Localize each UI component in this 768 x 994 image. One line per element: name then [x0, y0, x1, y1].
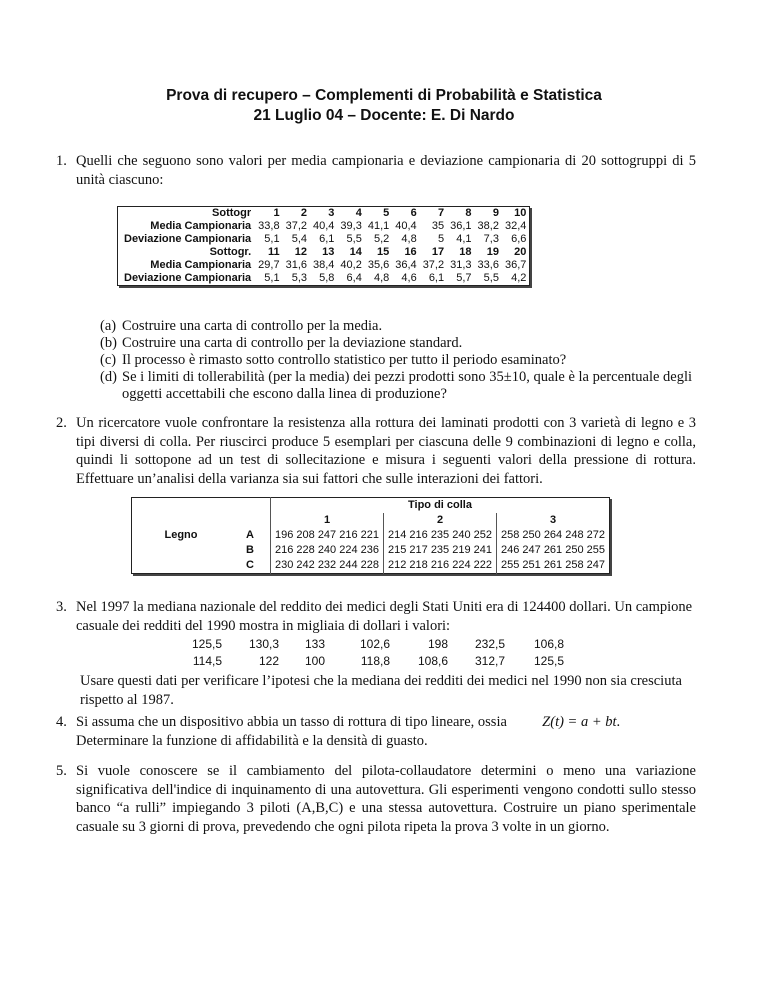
table-cell: 20	[514, 246, 527, 258]
column-factor-label: Tipo di colla	[271, 498, 610, 514]
table-cell: 6,4	[346, 272, 362, 284]
table-cell: 3	[328, 207, 335, 219]
sub-question	[100, 369, 700, 403]
table-cell: 230 242 232 244 228	[271, 558, 384, 574]
table-cell: 17	[431, 246, 445, 258]
table-cell: 215 217 235 219 241	[384, 543, 497, 558]
income-value: 125,5	[191, 637, 222, 651]
table-row	[118, 272, 530, 286]
row-label: Media Campionaria	[150, 259, 252, 271]
table-cell: 38,2	[477, 220, 499, 232]
income-value: 125,5	[533, 654, 564, 668]
sub-question-text: Costruire una carta di controllo per la deviazione standard.	[122, 335, 463, 351]
table-cell: 4,2	[511, 272, 527, 284]
table-cell: 4,1	[456, 233, 472, 245]
table-cell: 31,3	[450, 259, 472, 271]
column-header: 1	[271, 513, 384, 528]
table-row	[118, 246, 530, 259]
table-cell: 196 208 247 216 221	[271, 528, 384, 543]
row-factor-label: Legno	[164, 529, 198, 541]
table-cell: 15	[377, 246, 390, 258]
table-cell: 5	[383, 207, 390, 219]
question-2	[56, 414, 696, 488]
question-number: 4.	[56, 714, 67, 730]
column-header: 2	[384, 513, 497, 528]
income-value: 100	[304, 654, 325, 668]
table-cell: 39,3	[340, 220, 362, 232]
table-cell: 5,2	[373, 233, 390, 245]
income-value: 130,3	[248, 637, 279, 651]
question-number: 5.	[56, 763, 67, 779]
income-value: 312,7	[474, 654, 505, 668]
row-label: Deviazione Campionaria	[124, 233, 252, 245]
table-cell: 258 250 264 248 272	[497, 528, 610, 543]
table-cell: 33,8	[258, 220, 280, 232]
question-text: Nel 1997 la mediana nazionale del reddito dei medici degli Stati Uniti era di 124400 dollari. Un campione casuale dei redditi del 1990 mostra in migliaia di dollari i valori:	[76, 599, 693, 634]
row-label: C	[246, 559, 254, 571]
table-cell: 16	[404, 246, 417, 258]
question-3-instruction: Usare questi dati per verificare l’ipotesi che la mediana dei redditi dei medici nel 1990 non sia cresciuta rispetto al 1987.	[80, 673, 682, 708]
table-cell: 216 228 240 224 236	[271, 543, 384, 558]
page-subtitle: 21 Luglio 04 – Docente: E. Di Nardo	[253, 107, 515, 124]
question-number: 3.	[56, 599, 67, 615]
table-cell: 5,1	[264, 233, 280, 245]
question-number: 1.	[56, 153, 67, 169]
table-cell: 35	[431, 220, 445, 232]
table-cell: 5,5	[483, 272, 499, 284]
table-cell: 41,1	[367, 220, 390, 232]
row-label: B	[246, 544, 254, 556]
table-cell: 9	[492, 207, 499, 219]
income-value: 114,5	[192, 654, 222, 668]
table-cell: 10	[514, 207, 527, 219]
table-cell: 14	[349, 246, 362, 258]
row-label: Sottogr.	[209, 246, 252, 258]
page-title: Prova di recupero – Complementi di Probabilità e Statistica	[166, 87, 602, 104]
table-cell: 6,1	[319, 233, 335, 245]
table-cell: 5,1	[264, 272, 280, 284]
failure-rate-formula: Z(t) = a + bt	[542, 714, 617, 730]
table-cell: 4	[355, 207, 362, 219]
formula-period: .	[616, 714, 621, 730]
table-row	[118, 233, 530, 246]
table-cell: 6,1	[428, 272, 445, 284]
table-cell: 18	[459, 246, 472, 258]
table-cell: 36,1	[450, 220, 472, 232]
income-value: 232,5	[474, 637, 505, 651]
anova-table	[131, 497, 610, 574]
sub-question	[100, 318, 700, 335]
sub-question-text: Il processo è rimasto sotto controllo statistico per tutto il periodo esaminato?	[122, 352, 567, 368]
question-1	[56, 152, 696, 189]
sub-question	[100, 335, 700, 352]
table-cell: 32,4	[504, 220, 527, 232]
question-text: Quelli che seguono sono valori per media campionaria e deviazione campionaria di 20 sottogruppi di 5 unità ciascuno:	[76, 153, 696, 188]
table-cell: 35,6	[367, 259, 390, 271]
table-cell: 1	[273, 207, 280, 219]
table-cell: 12	[294, 246, 307, 258]
table-row	[118, 220, 530, 233]
income-value: 198	[427, 637, 448, 651]
table-cell: 38,4	[313, 259, 335, 271]
income-value: 102,6	[359, 637, 390, 651]
row-label: A	[246, 529, 254, 541]
table-cell: 4,6	[401, 272, 417, 284]
table-cell: 40,4	[395, 220, 417, 232]
table-cell: 212 218 216 224 222	[384, 558, 497, 574]
table-cell: 246 247 261 250 255	[497, 543, 610, 558]
table-cell: 7	[437, 207, 445, 219]
table-cell: 37,2	[285, 220, 307, 232]
sub-question-text: Costruire una carta di controllo per la media.	[122, 318, 383, 334]
sub-question-text: Se i limiti di tollerabilità (per la media) dei pezzi prodotti sono 35±10, quale è la percentuale degli oggetti accettabili che escono dalla linea di produzione?	[122, 369, 693, 402]
question-5	[56, 762, 696, 836]
row-label: Deviazione Campionaria	[124, 272, 252, 284]
table-cell: 37,2	[422, 259, 445, 271]
question-number: 2.	[56, 415, 67, 431]
sub-question-letter: (b)	[100, 335, 117, 351]
income-value: 122	[258, 654, 279, 668]
table-cell: 36,7	[504, 259, 527, 271]
income-values	[0, 636, 768, 672]
table-cell: 40,4	[313, 220, 335, 232]
income-value: 108,6	[417, 654, 448, 668]
sub-question-letter: (a)	[100, 318, 117, 334]
table-cell: 6	[410, 207, 417, 219]
table-cell: 36,4	[395, 259, 417, 271]
sub-question	[100, 352, 700, 369]
table-cell: 5	[437, 233, 445, 245]
question-4	[56, 713, 696, 750]
table-cell: 5,8	[319, 272, 335, 284]
table-cell: 31,6	[285, 259, 307, 271]
sub-question-letter: (c)	[100, 352, 117, 368]
table-cell: 19	[486, 246, 499, 258]
table-cell: 4,8	[373, 272, 390, 284]
table-cell: 5,3	[291, 272, 307, 284]
table-cell: 4,8	[401, 233, 417, 245]
sample-stats-table	[117, 206, 530, 286]
question-3	[56, 598, 696, 635]
income-value: 106,8	[533, 637, 564, 651]
table-cell: 2	[300, 207, 307, 219]
question-text-line2: Determinare la funzione di affidabilità e la densità di guasto.	[76, 732, 428, 749]
table-cell: 29,7	[258, 259, 280, 271]
table-cell: 33,6	[477, 259, 499, 271]
row-label: Sottogr	[212, 207, 252, 219]
income-value: 118,8	[360, 654, 390, 668]
question-1-subitems	[100, 318, 700, 403]
sub-question-letter: (d)	[100, 369, 117, 385]
table-cell: 7,3	[483, 233, 499, 245]
question-text: Si assuma che un dispositivo abbia un tasso di rottura di tipo lineare, ossia	[76, 714, 507, 730]
table-cell: 255 251 261 258 247	[497, 558, 610, 574]
question-text: Si vuole conoscere se il cambiamento del pilota-collaudatore determini o meno una variazione significativa dell'indice di inquinamento di una autovettura. Gli esperimenti vengono condotti sullo stesso banco “a rulli” impiegando 3 piloti (A,B,C) e una stessa autovettura. Costruire un piano sperimentale casuale su 3 giorni di prova, prevedendo che ogni pilota ripeta la prova 3 volte in un giorno.	[76, 763, 696, 835]
table-cell: 13	[322, 246, 335, 258]
table-cell: 5,5	[346, 233, 362, 245]
table-row	[118, 207, 530, 221]
table-cell: 214 216 235 240 252	[384, 528, 497, 543]
table-cell: 11	[267, 246, 280, 258]
table-cell: 5,7	[456, 272, 472, 284]
table-cell: 5,4	[291, 233, 307, 245]
income-value: 133	[304, 637, 325, 651]
table-cell: 8	[465, 207, 472, 219]
table-row	[118, 259, 530, 272]
column-header: 3	[497, 513, 610, 528]
question-text: Un ricercatore vuole confrontare la resistenza alla rottura dei laminati prodotti con 3 varietà di legno e 3 tipi diversi di colla. Per riuscirci produce 5 esemplari per ciascuna delle 9 combinazioni di legno e colla, quindi li sottopone ad un test di sollecitazione e misura i seguenti valori della pressione di rottura. Effettuare un’analisi della varianza sia sui fattori che sulle interazioni dei fattori.	[76, 415, 696, 487]
table-cell: 40,2	[340, 259, 362, 271]
table-cell: 6,6	[511, 233, 527, 245]
row-label: Media Campionaria	[150, 220, 252, 232]
